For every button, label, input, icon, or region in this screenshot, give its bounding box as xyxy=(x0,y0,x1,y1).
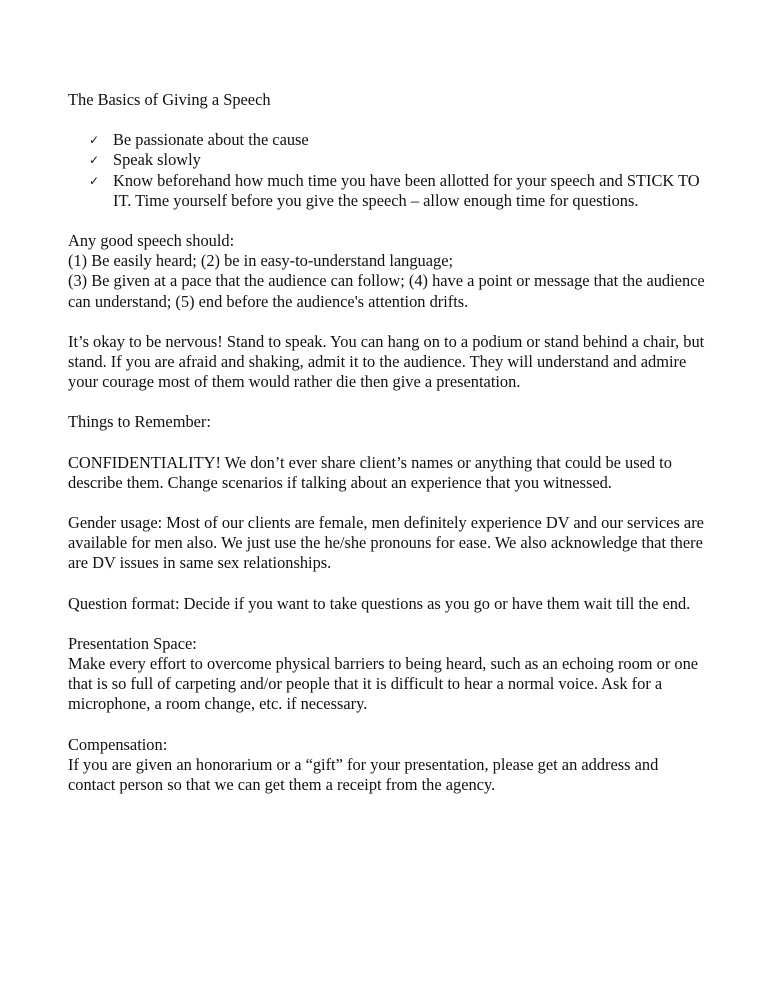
speech-criteria-intro: Any good speech should: xyxy=(68,231,235,251)
document-title: The Basics of Giving a Speech xyxy=(68,90,271,109)
compensation-heading: Compensation: xyxy=(68,734,168,754)
presentation-space-body: Make every effort to overcome physical barriers to being heard, such as an echoing room or one that is so full of carpeting and/or people that it is difficult to hear a normal voice. Ask for a microphone, a room change, etc. if necessary. xyxy=(68,654,699,714)
list-item-text: Know beforehand how much time you have been allotted for your speech and STICK TO IT. Time yourself before you give the speech – allow enough time for questions. xyxy=(113,170,700,210)
question-format-paragraph: Question format: Decide if you want to take questions as you go or have them wait till the end. xyxy=(68,593,691,613)
list-item xyxy=(68,150,708,170)
list-item-text: Be passionate about the cause xyxy=(113,130,309,150)
gender-usage-paragraph: Gender usage: Most of our clients are female, men definitely experience DV and our services are available for men also. We just use the he/she pronouns for ease. We also acknowledge that there are DV issues in same sex relationships. xyxy=(68,513,704,573)
checkmark-icon: ✓ xyxy=(89,153,100,168)
document-page xyxy=(68,90,708,815)
list-item xyxy=(68,130,708,150)
bullet-list xyxy=(68,130,708,211)
speech-criteria-paragraph xyxy=(68,231,708,312)
checkmark-icon: ✓ xyxy=(89,173,100,188)
compensation-paragraph xyxy=(68,735,708,796)
list-item-text: Speak slowly xyxy=(113,150,201,170)
presentation-space-heading: Presentation Space: xyxy=(68,633,197,653)
nervous-paragraph: It’s okay to be nervous! Stand to speak. You can hang on to a podium or stand behind a chair, but stand. If you are afraid and shaking, admit it to the audience. They will understand and admire your courage most of them would rather die then give a presentation. xyxy=(68,331,705,392)
things-to-remember-heading: Things to Remember: xyxy=(68,412,211,432)
compensation-body: If you are given an honorarium or a “gift” for your presentation, please get an address and contact person so that we can get them a receipt from the agency. xyxy=(68,754,659,795)
presentation-space-paragraph xyxy=(68,634,708,715)
list-item xyxy=(68,171,708,211)
speech-criteria-line-2: (3) Be given at a pace that the audience can follow; (4) have a point or message that the audience can understand; (5) end before the audience's attention drifts. xyxy=(68,271,705,311)
checkmark-icon: ✓ xyxy=(89,133,100,148)
confidentiality-paragraph: CONFIDENTIALITY! We don’t ever share client’s names or anything that could be used to describe them. Change scenarios if talking about an experience that you witnessed. xyxy=(68,452,672,492)
speech-criteria-line-1: (1) Be easily heard; (2) be in easy-to-understand language; xyxy=(68,251,454,271)
